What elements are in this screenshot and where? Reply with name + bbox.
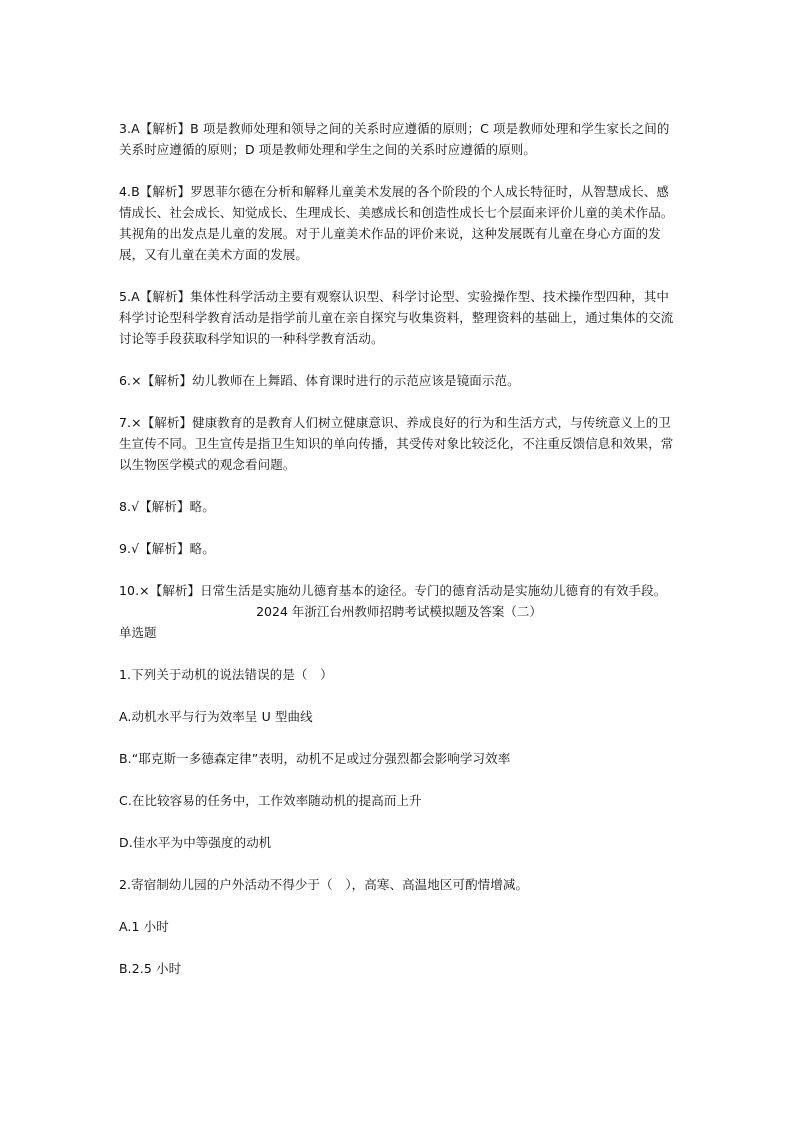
answer-explanation-6: 6.×【解析】幼儿教师在上舞蹈、体育课时进行的示范应该是镜面示范。 <box>119 373 520 388</box>
question-1-option-b: B.“耶克斯一多德森定律”表明，动机不足或过分强烈都会影响学习效率 <box>119 751 511 766</box>
question-2-option-b: B.2.5 小时 <box>119 961 182 976</box>
question-1-option-a: A.动机水平与行为效率呈 U 型曲线 <box>119 709 313 724</box>
answer-explanation-5: 5.A【解析】集体性科学活动主要有观察认识型、科学讨论型、实验操作型、技术操作型四种，其中科学讨论型科学教育活动是指学前儿童在亲自探究与收集资料，整理资料的基础上，通过集体的交流讨论等手段获取科学知识的一种科学教育活动。 <box>119 289 674 346</box>
section-title: 2024 年浙江台州教师招聘考试模拟题及答案（二） <box>256 604 542 619</box>
answer-explanation-3: 3.A【解析】B 项是教师处理和领导之间的关系时应遵循的原则；C 项是教师处理和学生家长之间的关系时应遵循的原则；D 项是教师处理和学生之间的关系时应遵循的原则。 <box>119 121 670 157</box>
question-2-stem: 2.寄宿制幼儿园的户外活动不得少于（ ），高寒、高温地区可酌情增减。 <box>119 877 529 892</box>
answer-explanation-10: 10.×【解析】日常生活是实施幼儿德育基本的途径。专门的德育活动是实施幼儿德育的有效手段。 <box>119 583 667 598</box>
answer-explanation-7: 7.×【解析】健康教育的是教育人们树立健康意识、养成良好的行为和生活方式，与传统意义上的卫生宣传不同。卫生宣传是指卫生知识的单向传播，其受传对象比较泛化，不注重反馈信息和效果，常以生物医学模式的观念看问题。 <box>119 415 674 472</box>
question-1-option-c: C.在比较容易的任务中，工作效率随动机的提高而上升 <box>119 793 422 808</box>
question-2-option-a: A.1 小时 <box>119 919 169 934</box>
document-page <box>119 118 679 1000</box>
question-1-stem: 1.下列关于动机的说法错误的是（ ） <box>119 667 333 682</box>
answer-explanation-4: 4.B【解析】罗恩菲尔德在分析和解释儿童美术发展的各个阶段的个人成长特征时，从智慧成长、感情成长、社会成长、知觉成长、生理成长、美感成长和创造性成长七个层面来评价儿童的美术作品。其视角的出发点是儿童的发展。对于儿童美术作品的评价来说，这种发展既有儿童在身心方面的发展，又有儿童在美术方面的发展。 <box>119 184 674 262</box>
answer-explanation-9: 9.√【解析】略。 <box>119 541 215 556</box>
answer-explanation-8: 8.√【解析】略。 <box>119 499 215 514</box>
question-1-option-d: D.佳水平为中等强度的动机 <box>119 835 272 850</box>
section-type-label: 单选题 <box>119 625 157 640</box>
